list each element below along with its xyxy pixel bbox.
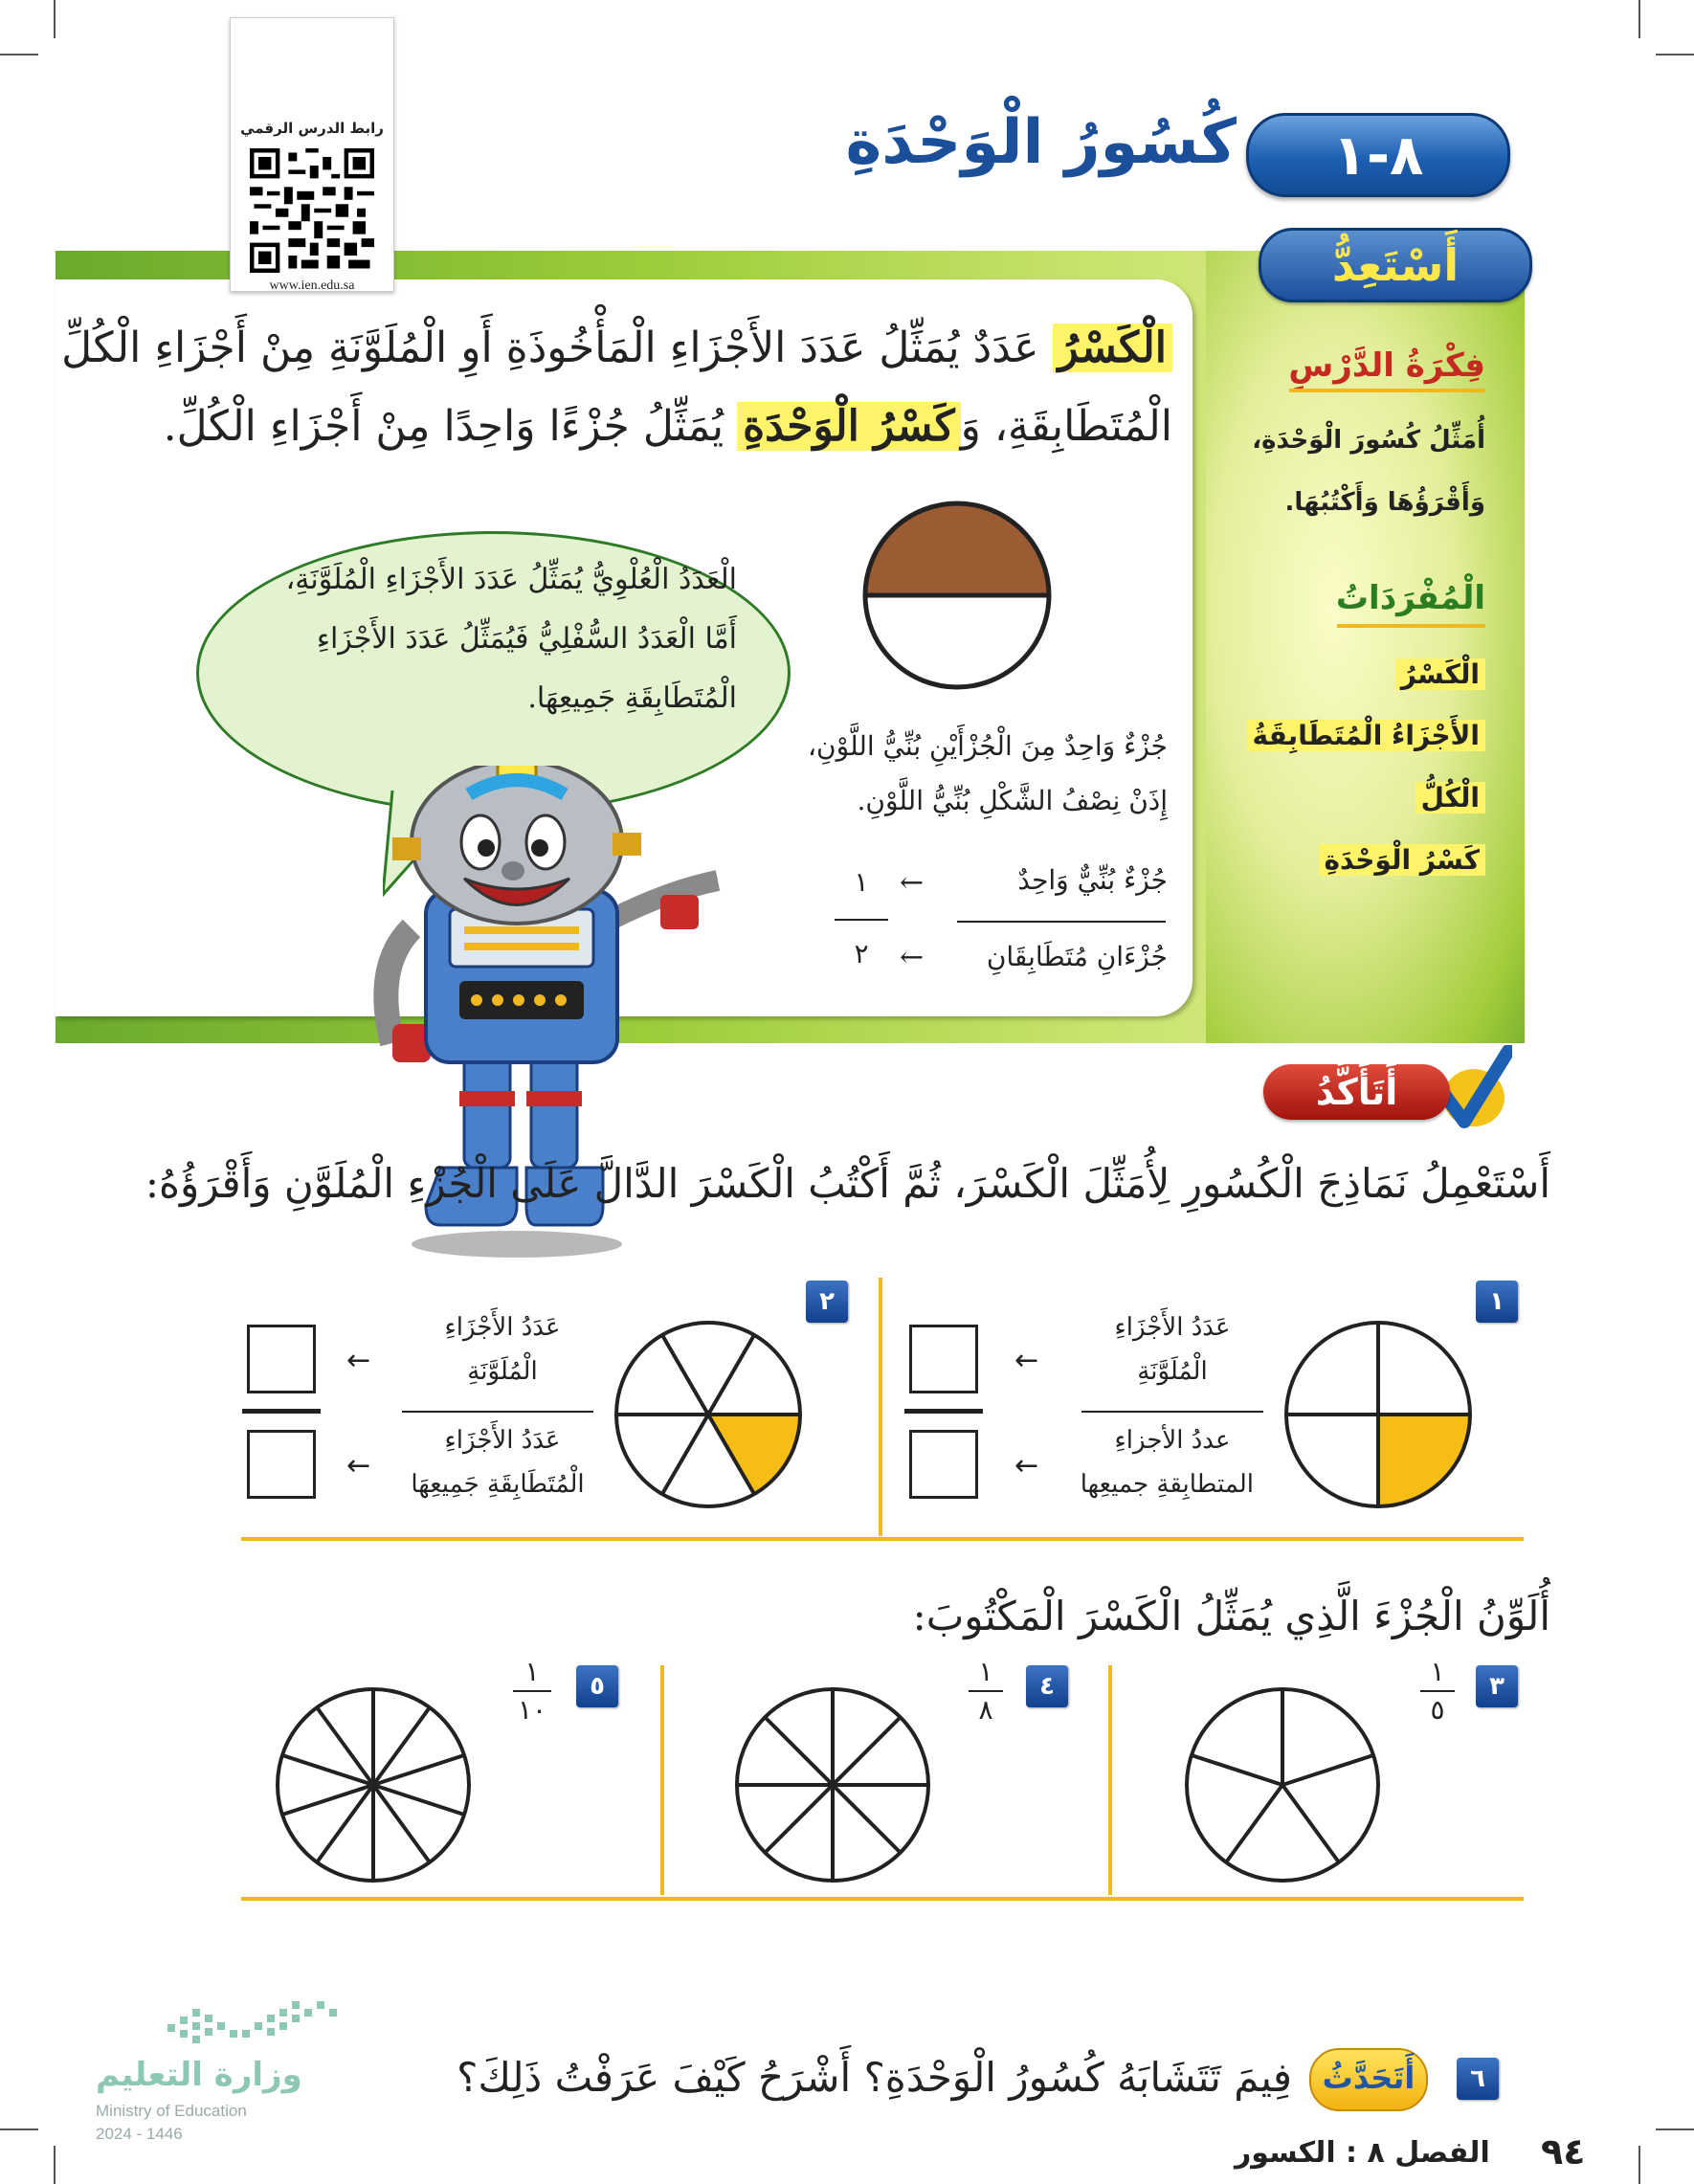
explain-arrow-top: ←	[900, 866, 925, 900]
sixths-circle-model	[613, 1319, 804, 1510]
qr-code-icon[interactable]	[250, 148, 374, 273]
q1-bottom-label-1: عددُ الأجزاءِ	[1114, 1426, 1231, 1455]
q5-numerator: ١	[524, 1656, 540, 1687]
question-number-3: ٣	[1476, 1665, 1518, 1707]
term-fraction: الْكَسْرُ	[1053, 323, 1172, 372]
q2-arrow-bottom: ←	[346, 1449, 371, 1482]
vocab-item-unit-fraction: كَسْرُ الْوَحْدَةِ	[1319, 844, 1486, 876]
q1-fraction-bar	[904, 1409, 983, 1414]
intro-line-1	[61, 323, 1172, 372]
q4-denominator: ٨	[978, 1694, 993, 1726]
q2-bottom-label-1: عَدَدُ الأَجْزَاءِ	[444, 1426, 561, 1455]
q1-arrow-top: ←	[1014, 1344, 1039, 1377]
explain-arrow-bottom: ←	[900, 941, 925, 974]
label-divider	[957, 921, 1166, 923]
q2-top-label-2: الْمُلَوَّنَةِ	[467, 1357, 538, 1386]
q5-fraction-bar	[513, 1690, 551, 1692]
q2-denominator-box[interactable]	[247, 1430, 316, 1499]
crop-mark	[1638, 0, 1640, 38]
question-number-6: ٦	[1457, 2058, 1499, 2100]
explain-fraction-bar	[835, 919, 888, 921]
vocab-item-congruent-parts: الأَجْزَاءُ الْمُتَطَابِقَةُ	[1247, 720, 1485, 751]
bubble-line-3: الْمُتَطَابِقَةِ جَمِيعِهَا.	[527, 681, 737, 715]
crop-mark	[1656, 2128, 1694, 2130]
q1-arrow-bottom: ←	[1014, 1449, 1039, 1482]
ministry-name-arabic: وزارة التعليم	[96, 2056, 302, 2094]
q3-denominator: ٥	[1430, 1694, 1445, 1726]
tenths-circle-model[interactable]	[273, 1684, 474, 1885]
q1-bottom-label-2: المتطابِقةِ جميعِها	[1080, 1470, 1254, 1499]
vocabulary-title: الْمُفْرَدَاتُ	[1335, 579, 1485, 617]
intro-line-1-text: عَدَدٌ يُمَثِّلُ عَدَدَ الأَجْزَاءِ الْمَأْخُوذَةِ أَوِ الْمُلَوَّنَةِ مِنْ أَجْزَاءِ الْكُلِّ	[61, 323, 1053, 372]
qr-url[interactable]: www.ien.edu.sa	[269, 279, 355, 293]
qr-card[interactable]	[230, 17, 394, 292]
vocab-item-fraction: الْكَسْرُ	[1395, 658, 1485, 690]
q2-label-divider	[402, 1411, 593, 1413]
fifths-circle-model[interactable]	[1182, 1684, 1383, 1885]
explain-line-1: جُزْءٌ وَاحِدٌ مِنَ الْجُزْأَيْنِ بُنِّيُّ اللَّوْنِ،	[808, 730, 1168, 762]
q5-denominator: ١٠	[517, 1694, 547, 1726]
instruction-1: أَسْتَعْمِلُ نَمَاذِجَ الْكُسُورِ لِأُمَثِّلَ الْكَسْرَ، ثُمَّ أَكْتُبُ الْكَسْرَ الدَّالَّ عَلَى الْجُزْءِ الْمُلَوَّنِ وَأَقْرَؤُهُ:	[145, 1160, 1550, 1207]
q1-label-divider	[1081, 1411, 1263, 1413]
ministry-year: 2024 - 1446	[96, 2125, 183, 2143]
chapter-title: الفصل ٨ : الكسور	[1235, 2136, 1490, 2170]
question-number-1: ١	[1476, 1281, 1518, 1323]
lesson-idea-line-1: أُمَثِّلُ كُسُورَ الْوَحْدَةِ،	[1252, 426, 1485, 455]
bubble-line-2: أَمَّا الْعَدَدُ السُّفْلِيُّ فَيُمَثِّلُ عَدَدَ الأَجْزَاءِ	[316, 622, 737, 656]
q2-bottom-label-2: الْمُتَطَابِقَةِ جَمِيعِهَا	[411, 1470, 585, 1499]
quarter-circle-model	[1282, 1319, 1474, 1510]
ready-section-label: أَسْتَعِدُّ	[1259, 228, 1532, 302]
q3-numerator: ١	[1430, 1656, 1445, 1687]
explain-denominator: ٢	[854, 938, 869, 969]
ministry-name-english: Ministry of Education	[96, 2102, 247, 2120]
q2-arrow-top: ←	[346, 1344, 371, 1377]
q1-top-label-2: الْمُلَوَّنَةِ	[1137, 1357, 1208, 1386]
explain-top-label: جُزْءٌ بُنِّيٌّ وَاحِدٌ	[1017, 864, 1168, 896]
crop-mark	[54, 2146, 56, 2184]
intro-line-2	[164, 402, 1172, 451]
q3-fraction-bar	[1420, 1690, 1455, 1692]
q1-top-label-1: عَدَدُ الأَجْزَاءِ	[1114, 1313, 1231, 1342]
crop-mark	[0, 2128, 38, 2130]
q1-numerator-box[interactable]	[909, 1325, 978, 1393]
q2-fraction-bar	[242, 1409, 321, 1414]
crop-mark	[0, 54, 38, 56]
crop-mark	[1656, 54, 1694, 56]
half-brown-circle	[861, 500, 1053, 691]
section-divider-2	[241, 1897, 1524, 1901]
q1-denominator-box[interactable]	[909, 1430, 978, 1499]
term-unit-fraction: كَسْرُ الْوَحْدَةِ	[737, 402, 961, 451]
q2-numerator-box[interactable]	[247, 1325, 316, 1393]
talk-label: أَتَحَدَّثُ	[1309, 2048, 1428, 2111]
column-divider	[879, 1278, 882, 1536]
ministry-logo-icon	[163, 1995, 345, 2053]
crop-mark	[54, 0, 56, 38]
lesson-idea-underline	[1289, 389, 1485, 392]
lesson-idea-line-2: وَأَقْرَؤُهَا وَأَكْتُبُهَا.	[1284, 488, 1485, 517]
explain-numerator: ١	[854, 866, 869, 898]
lesson-number-badge: ٨-١	[1246, 113, 1510, 197]
lesson-title: كُسُورُ الْوَحْدَةِ	[845, 107, 1237, 178]
vocabulary-underline	[1337, 624, 1485, 628]
intro-line-2-text: يُمَثِّلُ جُزْءًا وَاحِدًا مِنْ أَجْزَاءِ الْكُلِّ.	[163, 402, 738, 451]
page-number: ٩٤	[1541, 2130, 1586, 2173]
column-divider	[660, 1665, 664, 1895]
question-number-4: ٤	[1026, 1665, 1068, 1707]
question-number-5: ٥	[576, 1665, 618, 1707]
explain-bottom-label: جُزْءَانِ مُتَطَابِقَانِ	[986, 941, 1168, 972]
talk-question: فِيمَ تَتَشَابَهُ كُسُورُ الْوَحْدَةِ؟ أَشْرَحُ كَيْفَ عَرَفْتُ ذَلِكَ؟	[457, 2054, 1292, 2101]
section-divider-1	[241, 1537, 1524, 1541]
crop-mark	[1638, 2146, 1640, 2184]
q4-fraction-bar	[969, 1690, 1003, 1692]
instruction-2: أُلَوِّنُ الْجُزْءَ الَّذِي يُمَثِّلُ الْكَسْرَ الْمَكْتُوبَ:	[912, 1593, 1550, 1639]
question-number-2: ٢	[806, 1281, 848, 1323]
explain-line-2: إِذَنْ نِصْفُ الشَّكْلِ بُنِّيُّ اللَّوْنِ.	[857, 785, 1168, 816]
intro-line-2-start: الْمُتَطَابِقَةِ، وَ	[960, 402, 1172, 451]
bubble-line-1: الْعَدَدُ الْعُلْوِيُّ يُمَثِّلُ عَدَدَ الأَجْزَاءِ الْمُلَوَّنَةِ،	[285, 563, 737, 596]
brown-half	[865, 503, 1049, 595]
q4-numerator: ١	[978, 1656, 993, 1687]
lesson-idea-title: فِكْرَةُ الدَّرْسِ	[1288, 346, 1485, 385]
column-divider	[1108, 1665, 1112, 1895]
qr-title: رابط الدرس الرقمي	[240, 120, 384, 137]
eighths-circle-model[interactable]	[732, 1684, 933, 1885]
check-section-label: أَتَأَكَّدُ	[1263, 1064, 1450, 1120]
vocab-item-whole: الْكُلُّ	[1415, 782, 1485, 813]
q2-top-label-1: عَدَدُ الأَجْزَاءِ	[444, 1313, 561, 1342]
